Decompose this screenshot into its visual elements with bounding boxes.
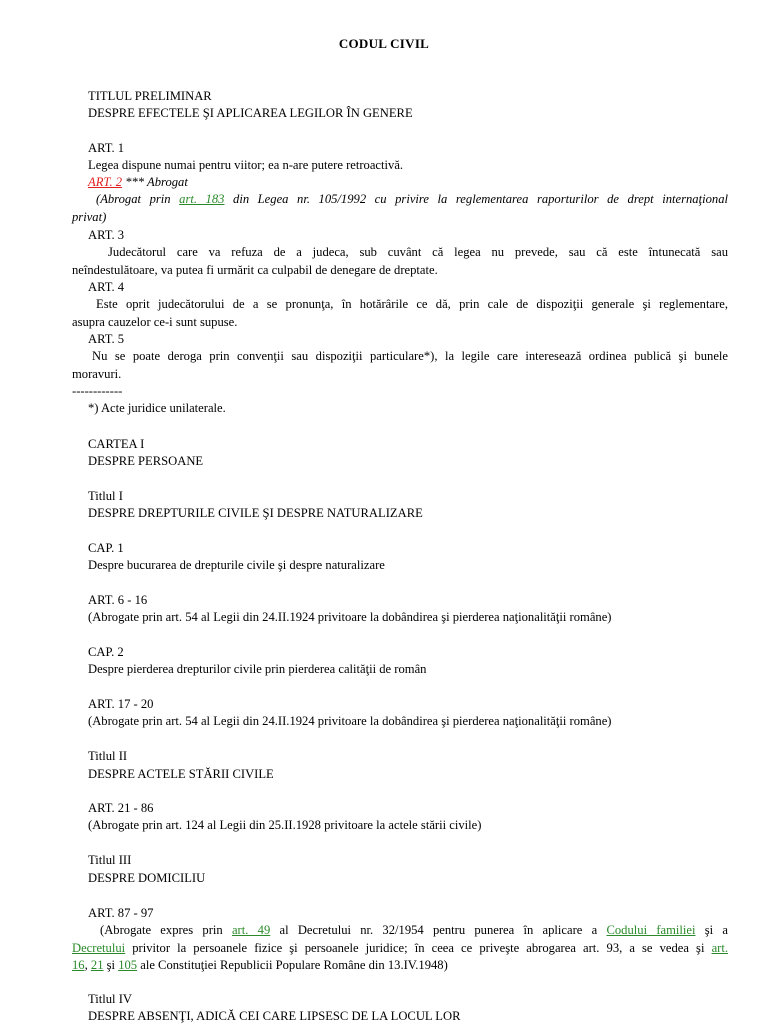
art3-text: Judecătorul care va refuza de a judeca, sub cuvânt că legea nu prevede, sau că este întunecată sau neîndestulătoare, va putea fi urmărit ca culpabil de denegare de dreptate. xyxy=(72,245,728,277)
cap2-heading: CAP. 2 xyxy=(88,645,124,659)
titlul1-heading: Titlul I xyxy=(88,489,123,503)
art6-16-text: (Abrogate prin art. 54 al Legii din 24.II.1924 privitoare la dobândirea şi pierderea naţionalităţii române) xyxy=(88,610,612,624)
art105-link[interactable]: 105 xyxy=(118,958,138,972)
art2-note-line2: privat) xyxy=(72,209,107,224)
footnote-text: *) Acte juridice unilaterale. xyxy=(88,401,226,415)
art17-20-text: (Abrogate prin art. 54 al Legii din 24.II.1924 privitoare la dobândirea şi pierderea naţionalităţii române) xyxy=(88,714,612,728)
despre-persoane-heading: DESPRE PERSOANE xyxy=(88,454,204,468)
codul-familiei-link[interactable]: Codului familiei xyxy=(606,923,696,937)
titlul3-heading: Titlul III xyxy=(88,853,132,867)
titlul2-name: DESPRE ACTELE STĂRII CIVILE xyxy=(88,767,274,781)
art87-line3: 16, 21 şi 105 ale Constituţiei Republicii Populare Române din 13.IV.1948) xyxy=(72,958,448,972)
titlul4-name: DESPRE ABSENŢI, ADICĂ CEI CARE LIPSESC DE LA LOCUL LOR xyxy=(88,1009,461,1023)
art87-line1: (Abrogate expres prin art. 49 al Decretului nr. 32/1954 pentru punerea în aplicare a Codului familiei şi a xyxy=(100,923,728,937)
art-link[interactable]: art. xyxy=(711,940,728,955)
art21-link[interactable]: 21 xyxy=(90,958,104,972)
titlul1-name: DESPRE DREPTURILE CIVILE ŞI DESPRE NATURALIZARE xyxy=(88,506,423,520)
art2-line xyxy=(88,174,188,191)
art2-link[interactable]: ART. 2 xyxy=(88,175,123,189)
art2-note-line1: (Abrogat prin art. 183 din Legea nr. 105/1992 cu privire la reglementarea raporturilor de drept internaţional xyxy=(96,192,728,206)
titlul2-heading: Titlul II xyxy=(88,749,128,763)
cap1-heading: CAP. 1 xyxy=(88,541,124,555)
document-title: CODUL CIVIL xyxy=(338,36,430,51)
art5-heading: ART. 5 xyxy=(88,332,125,346)
despre-efectele-heading: DESPRE EFECTELE ŞI APLICAREA LEGILOR ÎN GENERE xyxy=(88,106,413,120)
titlul3-name: DESPRE DOMICILIU xyxy=(88,871,206,885)
art87-97-heading: ART. 87 - 97 xyxy=(88,906,154,920)
decretului-link[interactable]: Decretului xyxy=(72,940,126,955)
art87-line2: Decretului privitor la persoanele fizice şi persoanele juridice; în ceea ce priveşte abrogarea art. 93, a se vedea şi art. xyxy=(72,940,728,955)
footnote-separator: ------------ xyxy=(72,384,123,398)
art5-text: Nu se poate deroga prin convenţii sau dispoziţii particulare*), la legile care interesează ordinea publică şi bunele moravuri. xyxy=(72,349,728,381)
art17-20-heading: ART. 17 - 20 xyxy=(88,697,154,711)
art49-link[interactable]: art. 49 xyxy=(231,923,271,937)
art183-link[interactable]: art. 183 xyxy=(179,192,225,206)
art87-97-text xyxy=(72,922,728,975)
cap2-name: Despre pierderea drepturilor civile prin pierderea calităţii de român xyxy=(88,662,427,676)
art4-text: Este oprit judecătorului de a se pronunţa, în hotărârile ce dă, prin cale de dispoziţii generale şi reglementare, asupra cauzelor ce-i sunt supuse. xyxy=(72,297,728,329)
cartea-heading: CARTEA I xyxy=(88,437,145,451)
art16-link[interactable]: 16 xyxy=(72,958,85,972)
art2-note xyxy=(72,191,728,226)
art21-86-heading: ART. 21 - 86 xyxy=(88,801,154,815)
art21-86-text: (Abrogate prin art. 124 al Legii din 25.II.1928 privitoare la actele stării civile) xyxy=(88,818,482,832)
art2-abrogat: *** Abrogat xyxy=(122,175,188,189)
art4-heading: ART. 4 xyxy=(88,280,125,294)
art1-heading: ART. 1 xyxy=(88,141,125,155)
art1-text: Legea dispune numai pentru viitor; ea n-are putere retroactivă. xyxy=(88,158,404,172)
art3-heading: ART. 3 xyxy=(88,228,125,242)
cap1-name: Despre bucurarea de drepturile civile şi despre naturalizare xyxy=(88,558,385,572)
titlul-preliminar-heading: TITLUL PRELIMINAR xyxy=(88,89,212,103)
art6-16-heading: ART. 6 - 16 xyxy=(88,593,148,607)
titlul4-heading: Titlul IV xyxy=(88,992,132,1006)
